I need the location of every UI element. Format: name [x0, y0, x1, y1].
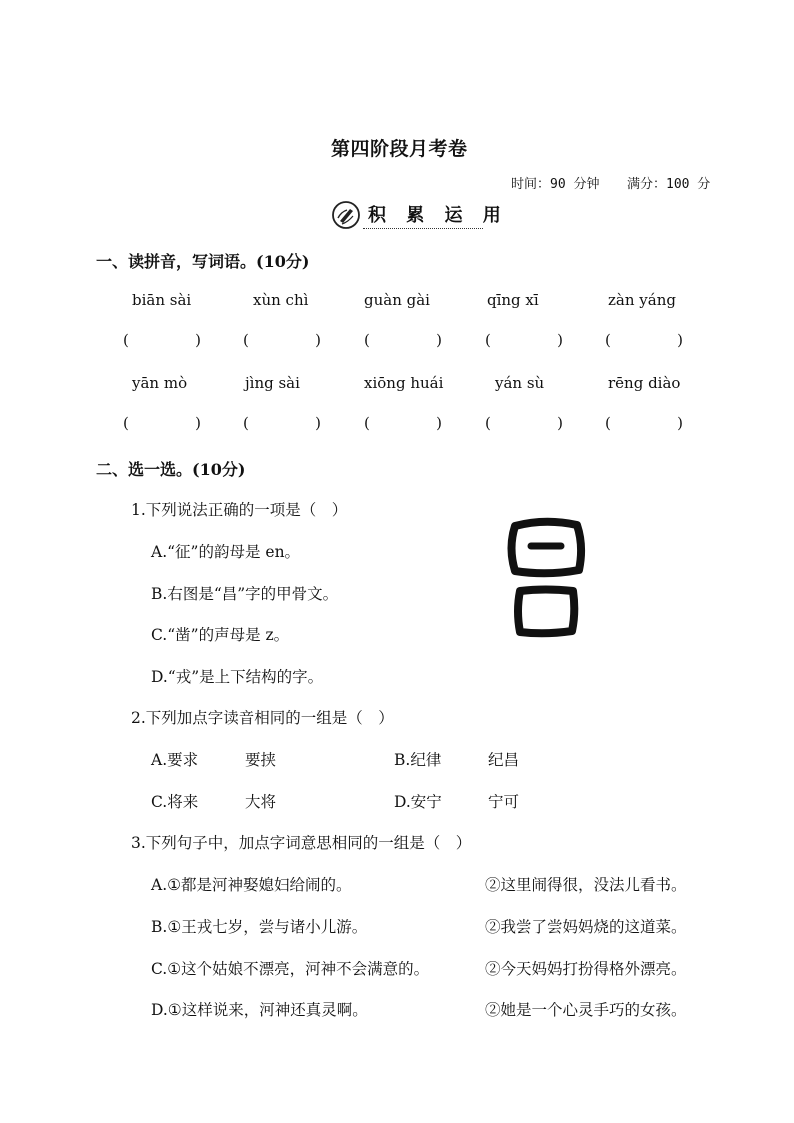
question-2-stem: 2.下列加点字读音相同的一组是（ ） — [131, 709, 394, 727]
answer-blank[interactable]: ( ) — [605, 414, 683, 432]
pinyin-item: guàn gài — [364, 291, 430, 309]
question-3-option-c-left: C.①这个姑娘不漂亮，河神不会满意的。 — [151, 960, 430, 978]
question-2-option-b-pair: 纪昌 — [488, 751, 520, 769]
question-3-option-b-right: ②我尝了尝妈妈烧的这道菜。 — [485, 918, 687, 936]
answer-blank[interactable]: ( ) — [243, 414, 321, 432]
time-label: 时间：90 分钟 — [511, 177, 600, 192]
question-3-option-b-left: B.①王戎七岁，尝与诸小儿游。 — [151, 918, 368, 936]
question-2-option-c: C.将来 — [151, 793, 199, 811]
question-2-option-a: A.要求 — [151, 751, 199, 769]
badge-underline — [363, 228, 483, 229]
score-label: 满分：100 分 — [627, 177, 711, 192]
question-2-option-d-pair: 宁可 — [488, 793, 520, 811]
pinyin-item: yán sù — [495, 374, 545, 392]
question-2-option-b: B.纪律 — [394, 751, 442, 769]
pinyin-item: xiōng huái — [364, 374, 444, 392]
question-1-option-c: C.“凿”的声母是 z。 — [151, 626, 290, 644]
pinyin-item: jìng sài — [245, 374, 300, 392]
question-3-option-d-right: ②她是一个心灵手巧的女孩。 — [485, 1001, 687, 1019]
question-1-option-b: B.右图是“昌”字的甲骨文。 — [151, 585, 339, 603]
question-3-option-d-left: D.①这样说来，河神还真灵啊。 — [151, 1001, 368, 1019]
brush-icon — [331, 200, 361, 230]
part1-heading: 一、读拼音，写词语。(10分) — [96, 252, 310, 271]
answer-blank[interactable]: ( ) — [485, 331, 563, 349]
question-2-option-a-pair: 要挟 — [245, 751, 277, 769]
pinyin-item: yān mò — [132, 374, 188, 392]
question-3-option-a-left: A.①都是河神娶媳妇给闹的。 — [151, 876, 352, 894]
part2-heading: 二、选一选。(10分) — [96, 460, 246, 479]
question-3-option-c-right: ②今天妈妈打扮得格外漂亮。 — [485, 960, 687, 978]
question-2-option-c-pair: 大将 — [245, 793, 277, 811]
question-2-option-d: D.安宁 — [394, 793, 442, 811]
pinyin-item: qīng xī — [487, 291, 539, 309]
question-3-stem: 3.下列句子中，加点字词意思相同的一组是（ ） — [131, 834, 472, 852]
pinyin-item: zàn yáng — [608, 291, 676, 309]
pinyin-item: rēng diào — [608, 374, 681, 392]
oracle-bone-glyph-image — [503, 516, 589, 640]
answer-blank[interactable]: ( ) — [123, 414, 201, 432]
pinyin-item: xùn chì — [253, 291, 309, 309]
answer-blank[interactable]: ( ) — [123, 331, 201, 349]
question-1-option-a: A.“征”的韵母是 en。 — [151, 543, 301, 561]
question-1-stem: 1.下列说法正确的一项是（ ） — [131, 501, 348, 519]
page-title: 第四阶段月考卷 — [331, 138, 468, 160]
pinyin-item: biān sài — [132, 291, 192, 309]
section-badge-label: 积 累 运 用 — [368, 205, 508, 226]
question-1-option-d: D.“戎”是上下结构的字。 — [151, 668, 324, 686]
question-3-option-a-right: ②这里闹得很，没法儿看书。 — [485, 876, 687, 894]
answer-blank[interactable]: ( ) — [364, 414, 442, 432]
answer-blank[interactable]: ( ) — [243, 331, 321, 349]
answer-blank[interactable]: ( ) — [485, 414, 563, 432]
answer-blank[interactable]: ( ) — [605, 331, 683, 349]
answer-blank[interactable]: ( ) — [364, 331, 442, 349]
